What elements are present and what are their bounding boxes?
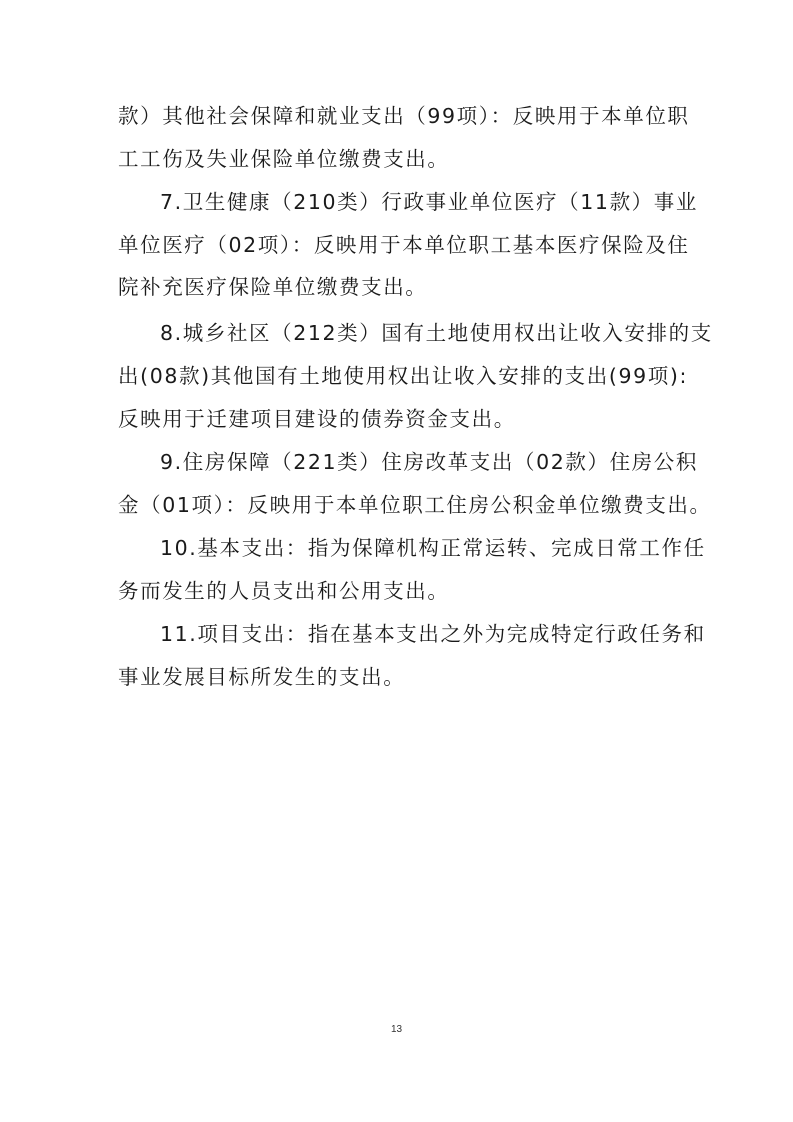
paragraph-line: 11.项目支出：指在基本支出之外为完成特定行政任务和 bbox=[160, 622, 706, 646]
paragraph-line: 7.卫生健康（210类）行政事业单位医疗（11款）事业 bbox=[160, 190, 698, 214]
paragraph-line: 反映用于迁建项目建设的债券资金支出。 bbox=[118, 407, 516, 431]
paragraph-line: 事业发展目标所发生的支出。 bbox=[118, 665, 406, 689]
paragraph-line: 单位医疗（02项）：反映用于本单位职工基本医疗保险及住 bbox=[118, 233, 690, 257]
paragraph-line: 9.住房保障（221类）住房改革支出（02款）住房公积 bbox=[160, 450, 698, 474]
paragraph-line: 务而发生的人员支出和公用支出。 bbox=[118, 579, 450, 603]
paragraph-line: 10.基本支出：指为保障机构正常运转、完成日常工作任 bbox=[160, 536, 706, 560]
paragraph-line: 金（01项）：反映用于本单位职工住房公积金单位缴费支出。 bbox=[118, 493, 712, 517]
paragraph-line: 款）其他社会保障和就业支出（99项）：反映用于本单位职 bbox=[118, 104, 690, 128]
paragraph-line: 出(08款)其他国有土地使用权出让收入安排的支出(99项): bbox=[118, 364, 688, 388]
paragraph-line: 工工伤及失业保险单位缴费支出。 bbox=[118, 147, 450, 171]
paragraph-line: 8.城乡社区（212类）国有土地使用权出让收入安排的支 bbox=[160, 321, 713, 345]
page-number: 13 bbox=[390, 1024, 403, 1035]
paragraph-line: 院补充医疗保险单位缴费支出。 bbox=[118, 275, 428, 299]
